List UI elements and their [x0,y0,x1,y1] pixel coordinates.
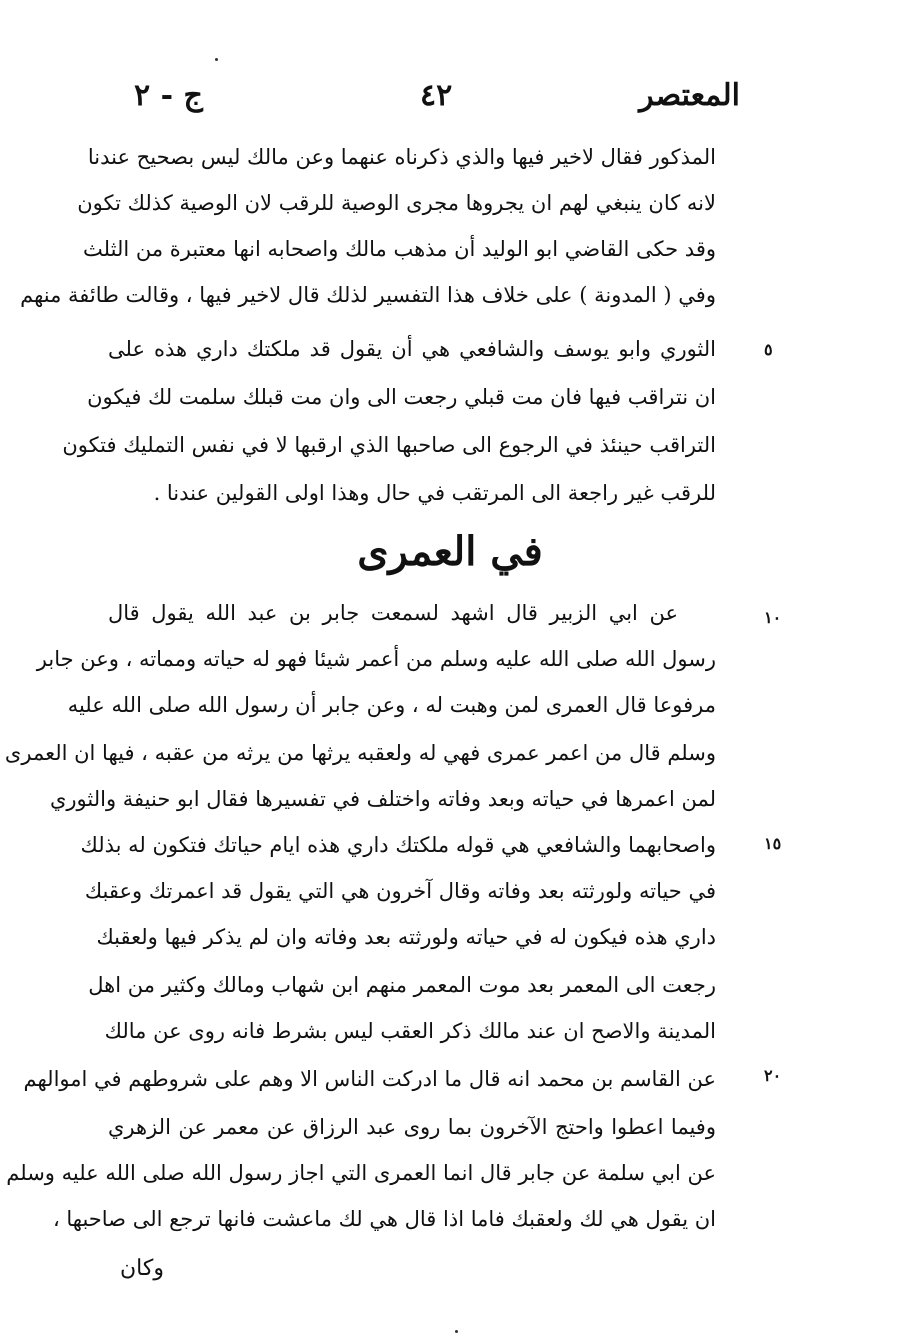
text-line: رجعت الى المعمر بعد موت المعمر منهم ابن شهاب ومالك وكثير من اهل [88,973,716,997]
line-number-5: ٥ [764,340,773,359]
text-line: واصحابهما والشافعي هي قوله ملكتك داري هذه ايام حياتك فتكون له بذلك [80,833,716,857]
top-paragraph [20,134,716,506]
text-line: وقد حكى القاضي ابو الوليد أن مذهب مالك واصحابه انها معتبرة من الثلث [83,237,716,261]
text-line: عن ابي سلمة عن جابر قال انما العمرى التي اجاز رسول الله صلى الله عليه وسلم [6,1161,716,1185]
scan-speck [455,1330,458,1333]
text-line: الثوري وابو يوسف والشافعي هي أن يقول قد ملكتك داري هذه على [108,337,716,361]
text-line: وسلم قال من اعمر عمرى فهي له ولعقبه يرثها من يرثه من عقبه ، فيها ان العمرى [4,741,716,765]
page-number: ٤٢ [420,78,453,113]
text-line: المدينة والاصح ان عند مالك ذكر العقب ليس بشرط فانه روى عن مالك [104,1019,716,1043]
book-title: المعتصر [639,78,740,113]
section-heading: في العمرى [357,528,543,575]
line-number-15: ١٥ [764,834,782,853]
text-line: عن القاسم بن محمد انه قال ما ادركت الناس الا وهم على شروطهم في اموالهم [23,1067,716,1091]
volume-number: ج - ٢ [134,78,203,113]
catchword: وكان [120,1256,164,1281]
text-line: داري هذه فيكون له في حياته ولورثته بعد وفاته وان لم يذكر فيها ولعقبك [96,925,716,949]
text-line: التراقب حينئذ في الرجوع الى صاحبها الذي ارقبها لا في نفس التمليك فتكون [62,433,716,457]
text-line: المذكور فقال لاخير فيها والذي ذكرناه عنهما وعن مالك ليس بصحيح عندنا [87,145,716,169]
text-line: لانه كان ينبغي لهم ان يجروها مجرى الوصية للرقب لان الوصية كذلك تكون [77,191,716,215]
text-line: وفي ( المدونة ) على خلاف هذا التفسير لذلك قال لاخير فيها ، وقالت طائفة منهم [20,283,716,307]
text-line: للرقب غير راجعة الى المرتقب في حال وهذا اولى القولين عندنا . [153,481,716,505]
text-line: في حياته ولورثته بعد وفاته وقال آخرون هي التي يقول قد اعمرتك وعقبك [84,879,716,903]
scan-speck [215,58,218,61]
text-line: رسول الله صلى الله عليه وسلم من أعمر شيئا فهو له حياته ومماته ، وعن جابر [36,647,716,671]
text-line: ان يقول هي لك ولعقبك فاما اذا قال هي لك ماعشت فانها ترجع الى صاحبها ، [52,1207,716,1231]
text-line: لمن اعمرها في حياته وبعد وفاته واختلف في تفسيرها فقال ابو حنيفة والثوري [49,787,716,811]
line-number-20: ٢٠ [764,1066,782,1085]
main-paragraph [4,590,716,1250]
text-line: ان نتراقب فيها فان مت قبلي رجعت الى وان مت قبلك سلمت لك فيكون [87,385,716,409]
page-header [120,78,740,128]
text-line: مرفوعا قال العمرى لمن وهبت له ، وعن جابر أن رسول الله صلى الله عليه [67,693,716,717]
line-number-10: ١٠ [764,608,782,627]
text-line: عن ابي الزبير قال اشهد لسمعت جابر بن عبد الله يقول قال [108,601,678,625]
text-line: وفيما اعطوا واحتج الآخرون بما روى عبد الرزاق عن معمر عن الزهري [108,1115,716,1139]
